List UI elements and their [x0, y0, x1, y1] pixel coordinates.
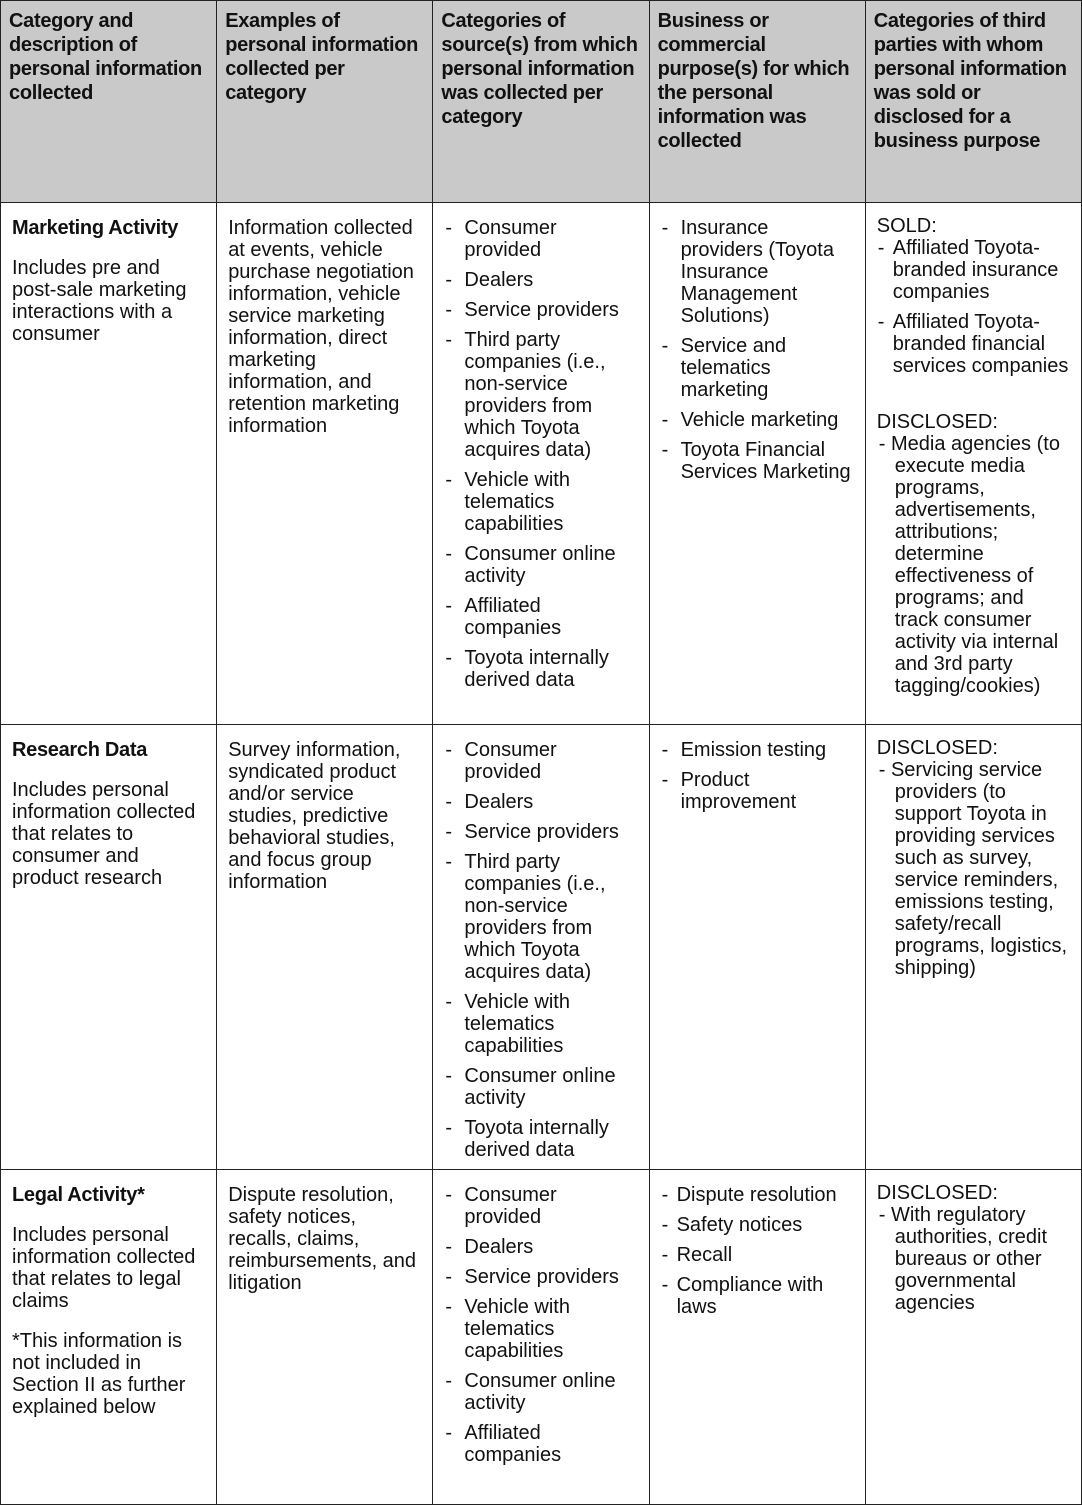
- third-parties-cell: [865, 725, 1081, 1170]
- list-item: - Toyota Financial Services Marketing: [661, 439, 855, 483]
- list-item: - Vehicle with telematics capabilities: [444, 991, 638, 1057]
- third-parties-cell: [865, 1170, 1081, 1505]
- sources-list: [444, 217, 638, 691]
- sources-cell: [433, 203, 649, 725]
- category-cell: [1, 725, 217, 1170]
- category-title: Legal Activity*: [12, 1184, 145, 1206]
- table-row: [1, 725, 1082, 1170]
- header-category: Category and description of personal information collected: [1, 1, 217, 203]
- sold-list: [877, 237, 1071, 377]
- list-item: - Servicing service providers (to support Toyota in providing services such as survey, service reminders, emissions testing, safety/recall programs, logistics, shipping): [878, 759, 1068, 979]
- sources-list: [444, 739, 638, 1161]
- list-item: - Dispute resolution: [661, 1184, 855, 1206]
- category-cell: [1, 1170, 217, 1505]
- sources-list: [444, 1184, 638, 1466]
- list-item: - Dealers: [444, 791, 638, 813]
- list-item: - Vehicle with telematics capabilities: [444, 469, 638, 535]
- list-item: - Recall: [661, 1244, 855, 1266]
- list-item: - Third party companies (i.e., non-service providers from which Toyota acquires data): [444, 329, 638, 461]
- list-item: - Safety notices: [661, 1214, 855, 1236]
- list-item: - Consumer online activity: [444, 1065, 638, 1109]
- purposes-cell: [649, 725, 865, 1170]
- examples-cell: Information collected at events, vehicle purchase negotiation information, vehicle service marketing information, direct marketing information, and retention marketing information: [217, 203, 433, 725]
- list-item: - Vehicle marketing: [661, 409, 855, 431]
- list-item: - Product improvement: [661, 769, 855, 813]
- category-description: Includes personal information collected that relates to consumer and product research: [12, 779, 196, 889]
- purposes-cell: [649, 1170, 865, 1505]
- list-item: - Consumer online activity: [444, 543, 638, 587]
- header-purposes: Business or commercial purpose(s) for which the personal information was collected: [649, 1, 865, 203]
- table-row: [1, 1170, 1082, 1505]
- list-item: - Vehicle with telematics capabilities: [444, 1296, 638, 1362]
- list-item: - Service providers: [444, 821, 638, 843]
- purposes-list: [661, 217, 855, 483]
- header-third-parties: Categories of third parties with whom personal information was sold or disclosed for a business purpose: [865, 1, 1081, 203]
- list-item: - Emission testing: [661, 739, 855, 761]
- disclosed-list: [877, 433, 1071, 697]
- table-header-row: [1, 1, 1082, 203]
- examples-cell: Survey information, syndicated product and/or service studies, predictive behavioral studies, and focus group information: [217, 725, 433, 1170]
- list-item: - Toyota internally derived data: [444, 1117, 638, 1161]
- list-item: - Affiliated companies: [444, 595, 638, 639]
- list-item: - Affiliated companies: [444, 1422, 638, 1466]
- category-description: Includes personal information collected that relates to legal claims: [12, 1224, 196, 1312]
- category-title: Research Data: [12, 739, 148, 761]
- category-footnote: *This information is not included in Section II as further explained below: [12, 1330, 186, 1418]
- category-cell: [1, 203, 217, 725]
- list-item: - Dealers: [444, 1236, 638, 1258]
- sold-label: SOLD:: [876, 215, 937, 237]
- list-item: - Consumer provided: [444, 739, 638, 783]
- list-item: - With regulatory authorities, credit bureaus or other governmental agencies: [878, 1204, 1048, 1314]
- list-item: - Insurance providers (Toyota Insurance Management Solutions): [661, 217, 855, 327]
- list-item: - Toyota internally derived data: [444, 647, 638, 691]
- list-item: - Consumer provided: [444, 217, 638, 261]
- purposes-list: [661, 739, 855, 813]
- list-item: - Consumer provided: [444, 1184, 638, 1228]
- disclosed-label: DISCLOSED:: [876, 411, 998, 433]
- list-item: - Compliance with laws: [661, 1274, 855, 1318]
- list-item: - Service and telematics marketing: [661, 335, 855, 401]
- header-sources: Categories of source(s) from which personal information was collected per category: [433, 1, 649, 203]
- sources-cell: [433, 1170, 649, 1505]
- disclosed-label: DISCLOSED:: [876, 1182, 998, 1204]
- examples-cell: Dispute resolution, safety notices, recalls, claims, reimbursements, and litigation: [217, 1170, 433, 1505]
- list-item: - Media agencies (to execute media programs, advertisements, attributions; determine effectiveness of programs; and track consumer activity via internal and 3rd party tagging/cookies): [878, 433, 1060, 697]
- list-item: - Affiliated Toyota-branded financial services companies: [877, 311, 1071, 377]
- purposes-cell: [649, 203, 865, 725]
- disclosed-list: [877, 759, 1071, 979]
- purposes-list: [661, 1184, 855, 1318]
- list-item: - Affiliated Toyota-branded insurance companies: [877, 237, 1071, 303]
- list-item: - Service providers: [444, 1266, 638, 1288]
- category-title: Marketing Activity: [12, 217, 179, 239]
- category-description: Includes pre and post-sale marketing interactions with a consumer: [12, 257, 187, 345]
- header-examples: Examples of personal information collected per category: [217, 1, 433, 203]
- list-item: - Service providers: [444, 299, 638, 321]
- table-row: [1, 203, 1082, 725]
- sources-cell: [433, 725, 649, 1170]
- third-parties-cell: [865, 203, 1081, 725]
- list-item: - Third party companies (i.e., non-service providers from which Toyota acquires data): [444, 851, 638, 983]
- list-item: - Dealers: [444, 269, 638, 291]
- disclosed-list: [877, 1204, 1071, 1314]
- disclosed-label: DISCLOSED:: [876, 737, 998, 759]
- list-item: - Consumer online activity: [444, 1370, 638, 1414]
